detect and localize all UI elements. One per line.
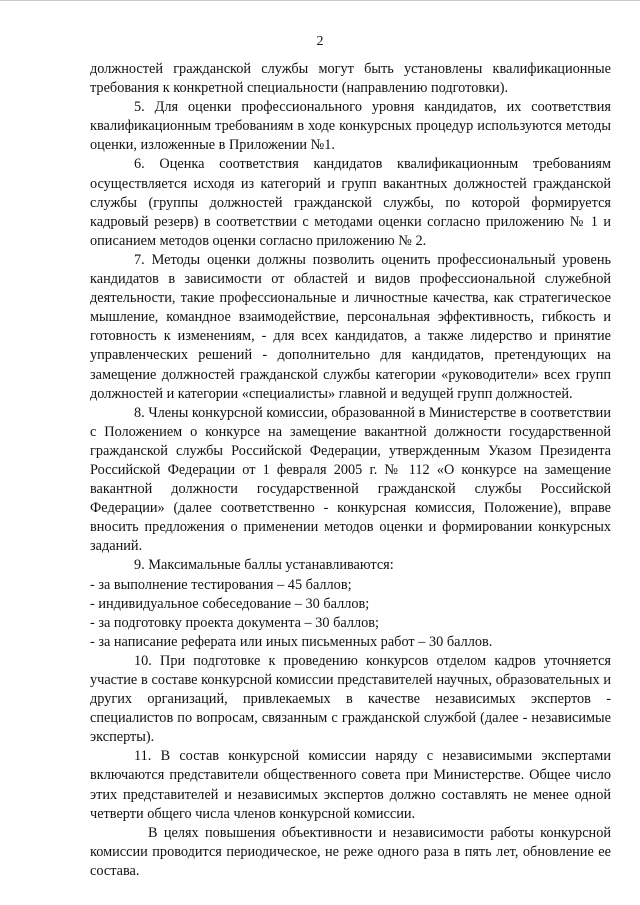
list-item: - за подготовку проекта документа – 30 баллов; (90, 614, 380, 631)
paragraph-8: 8. Члены конкурсной комиссии, образованной в Министерстве в соответствии с Положением о конкурсе на замещение вакантной должности государственной гражданской службы Российской Федерации, утвержденным Указом Президента Российской Федерации от 1 февраля 2005 г. № 112 «О конкурсе на замещение вакантной должности государственной гражданской службы Российской Федерации» (далее соответственно - конкурсная комиссия, Положение), вправе вносить предложения о применении методов оценки и формировании конкурсных заданий. (90, 404, 611, 555)
page-number: 2 (316, 34, 324, 49)
list-item: - за выполнение тестирования – 45 баллов; (90, 576, 352, 593)
paragraph-7: 7. Методы оценки должны позволить оценить профессиональный уровень кандидатов в зависимости от областей и видов профессиональной служебной деятельности, такие профессиональные и личностные качества, как стратегическое мышление, командное взаимодействие, персональная эффективность, гибкость и готовность к изменениям, - для всех кандидатов, а также лидерство и принятие управленческих решений - дополнительно для кандидатов, претендующих на замещение должностей гражданской службы категории «руководители» всех групп должностей и категории «специалисты» главной и ведущей групп должностей. (90, 251, 611, 402)
max-scores-list (90, 576, 611, 652)
list-item: - индивидуальное собеседование – 30 баллов; (90, 595, 370, 612)
paragraph-5: 5. Для оценки профессионального уровня кандидатов, их соответствия квалификационным требованиям в ходе конкурсных процедур используются методы оценки, изложенные в Приложении №1. (90, 99, 611, 154)
document-body (90, 60, 611, 881)
paragraph-9: 9. Максимальные баллы устанавливаются: (134, 557, 394, 574)
paragraph-continuation: должностей гражданской службы могут быть установлены квалификационные требования к конкретной специальности (направлению подготовки). (90, 61, 611, 97)
page-top-edge (0, 0, 640, 1)
paragraph-6: 6. Оценка соответствия кандидатов квалификационным требованиям осуществляется исходя из категорий и групп вакантных должностей гражданской службы (группы должностей гражданской службы, по которой формируется кадровый резерв) в соответствии с методами оценки согласно приложению № 1 и описанием методов оценки согласно приложению № 2. (90, 156, 611, 249)
paragraph-final: В целях повышения объективности и независимости работы конкурсной комиссии проводится периодическое, не реже одного раза в пять лет, обновление ее состава. (90, 824, 611, 879)
list-item: - за написание реферата или иных письменных работ – 30 баллов. (90, 633, 493, 650)
paragraph-11: 11. В состав конкурсной комиссии наряду с независимыми экспертами включаются представители общественного совета при Министерстве. Общее число этих представителей и независимых экспертов должно составлять не менее одной четверти общего числа членов конкурсной комиссии. (90, 748, 611, 822)
paragraph-10: 10. При подготовке к проведению конкурсов отделом кадров уточняется участие в составе конкурсной комиссии представителей научных, образовательных и других организаций, привлекаемых в качестве независимых экспертов - специалистов по вопросам, связанным с гражданской службой (далее - независимые эксперты). (90, 652, 611, 746)
